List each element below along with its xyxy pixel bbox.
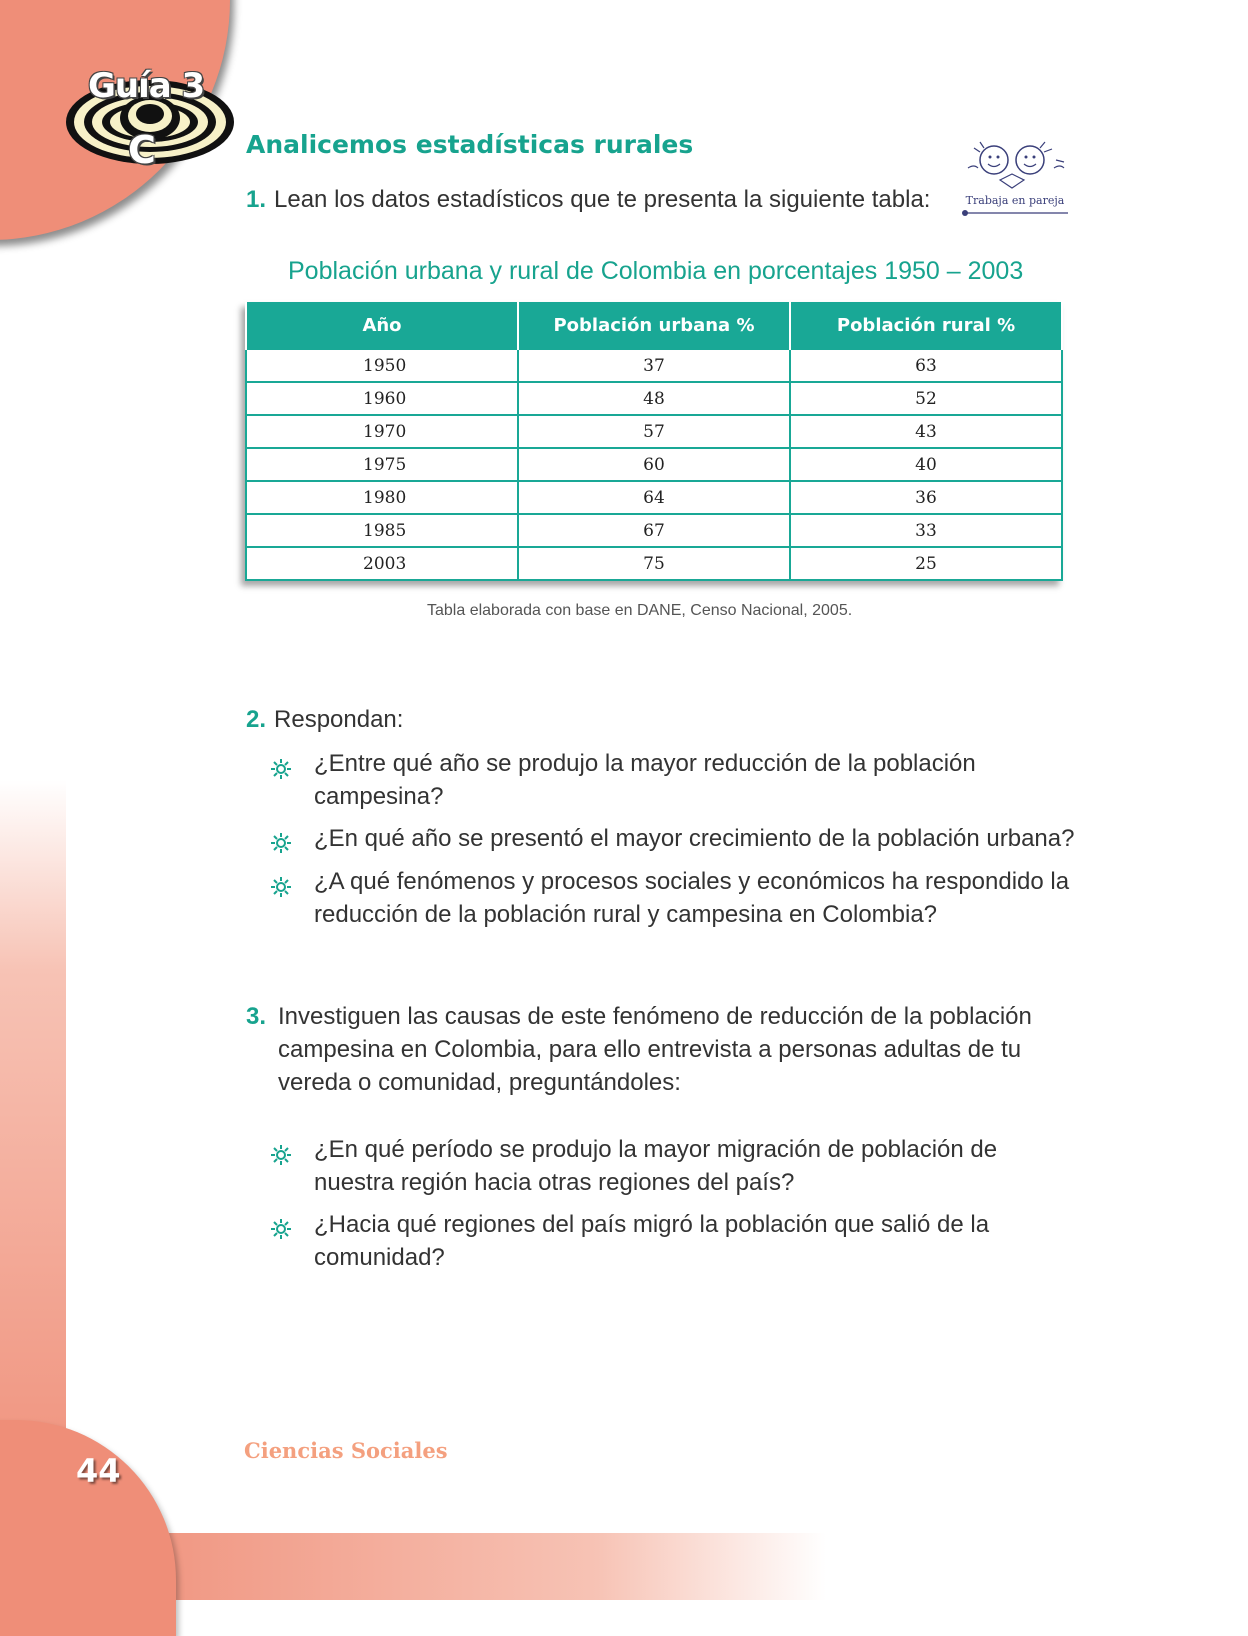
section-title: Analicemos estadísticas rurales [246,130,694,159]
table-row [246,481,1062,514]
cell-year: 1985 [246,514,518,547]
question-2-bullet-2 [314,822,1074,855]
cell-rural: 40 [790,448,1062,481]
bullet-line: ¿En qué año se presentó el mayor crecimiento de la población urbana? [314,825,1075,852]
table-row [246,382,1062,415]
bullet-line: reducción de la población rural y campesina en Colombia? [314,901,938,928]
question-3-bullet-1 [314,1133,997,1199]
bullet-line: nuestra región hacia otras regiones del país? [314,1169,795,1196]
table-row [246,547,1062,580]
table-row [246,415,1062,448]
table-row [246,349,1062,382]
header-rural: Población rural % [790,302,1062,349]
question-2 [246,703,403,736]
bullet-line: ¿Hacia qué regiones del país migró la población que salió de la [314,1211,990,1238]
cell-urban: 60 [518,448,790,481]
bullet-line: ¿En qué período se produjo la mayor migración de población de [314,1136,998,1163]
cell-rural: 52 [790,382,1062,415]
cell-rural: 43 [790,415,1062,448]
table-header-row [246,302,1062,349]
cell-urban: 37 [518,349,790,382]
population-table [245,302,1063,581]
sun-bullet-icon [270,1218,292,1240]
question-2-text: Respondan: [274,706,404,733]
question-2-number: 2. [246,706,267,733]
question-1-text: Lean los datos estadísticos que te presenta la siguiente tabla: [274,186,931,213]
question-2-bullet-1 [314,747,976,813]
header-urban: Población urbana % [518,302,790,349]
pair-work-badge [960,138,1070,222]
cell-year: 1950 [246,349,518,382]
table-row [246,514,1062,547]
question-1-number: 1. [246,186,267,213]
header-year: Año [246,302,518,349]
bullet-line: campesina? [314,783,444,810]
cell-year: 1960 [246,382,518,415]
cell-year: 1980 [246,481,518,514]
kids-reading-icon [960,138,1070,194]
question-3-line: vereda o comunidad, preguntándoles: [278,1069,681,1096]
sun-bullet-icon [270,832,292,854]
cell-year: 1970 [246,415,518,448]
cell-rural: 33 [790,514,1062,547]
cell-urban: 48 [518,382,790,415]
sun-bullet-icon [270,758,292,780]
question-1 [246,183,930,216]
footer-subject: Ciencias Sociales [244,1438,448,1463]
table-source: Tabla elaborada con base en DANE, Censo Nacional, 2005. [427,602,853,619]
table-row [246,448,1062,481]
question-3-bullet-2 [314,1208,989,1274]
cell-year: 1975 [246,448,518,481]
table-title: Población urbana y rural de Colombia en porcentajes 1950 – 2003 [288,257,1024,285]
pair-work-label: Trabaja en pareja [965,194,1065,207]
badge-underline [960,208,1070,222]
guide-title: Guía 3 [88,66,205,106]
cell-year: 2003 [246,547,518,580]
bottom-decor-strip [66,1533,826,1600]
page-number: 44 [76,1452,121,1490]
question-3-number: 3. [246,1003,267,1030]
bullet-line: ¿Entre qué año se produjo la mayor reducción de la población [314,750,976,777]
question-2-bullet-3 [314,865,1069,931]
question-3-line: campesina en Colombia, para ello entrevista a personas adultas de tu [278,1036,1022,1063]
cell-urban: 67 [518,514,790,547]
cell-urban: 64 [518,481,790,514]
sun-bullet-icon [270,876,292,898]
cell-urban: 75 [518,547,790,580]
question-3 [246,1000,1032,1099]
cell-rural: 36 [790,481,1062,514]
sun-bullet-icon [270,1144,292,1166]
question-3-line: Investiguen las causas de este fenómeno de reducción de la población [278,1003,1032,1030]
cell-rural: 63 [790,349,1062,382]
guide-letter: C [128,128,156,172]
cell-rural: 25 [790,547,1062,580]
cell-urban: 57 [518,415,790,448]
bullet-line: comunidad? [314,1244,445,1271]
bullet-line: ¿A qué fenómenos y procesos sociales y económicos ha respondido la [314,868,1070,895]
